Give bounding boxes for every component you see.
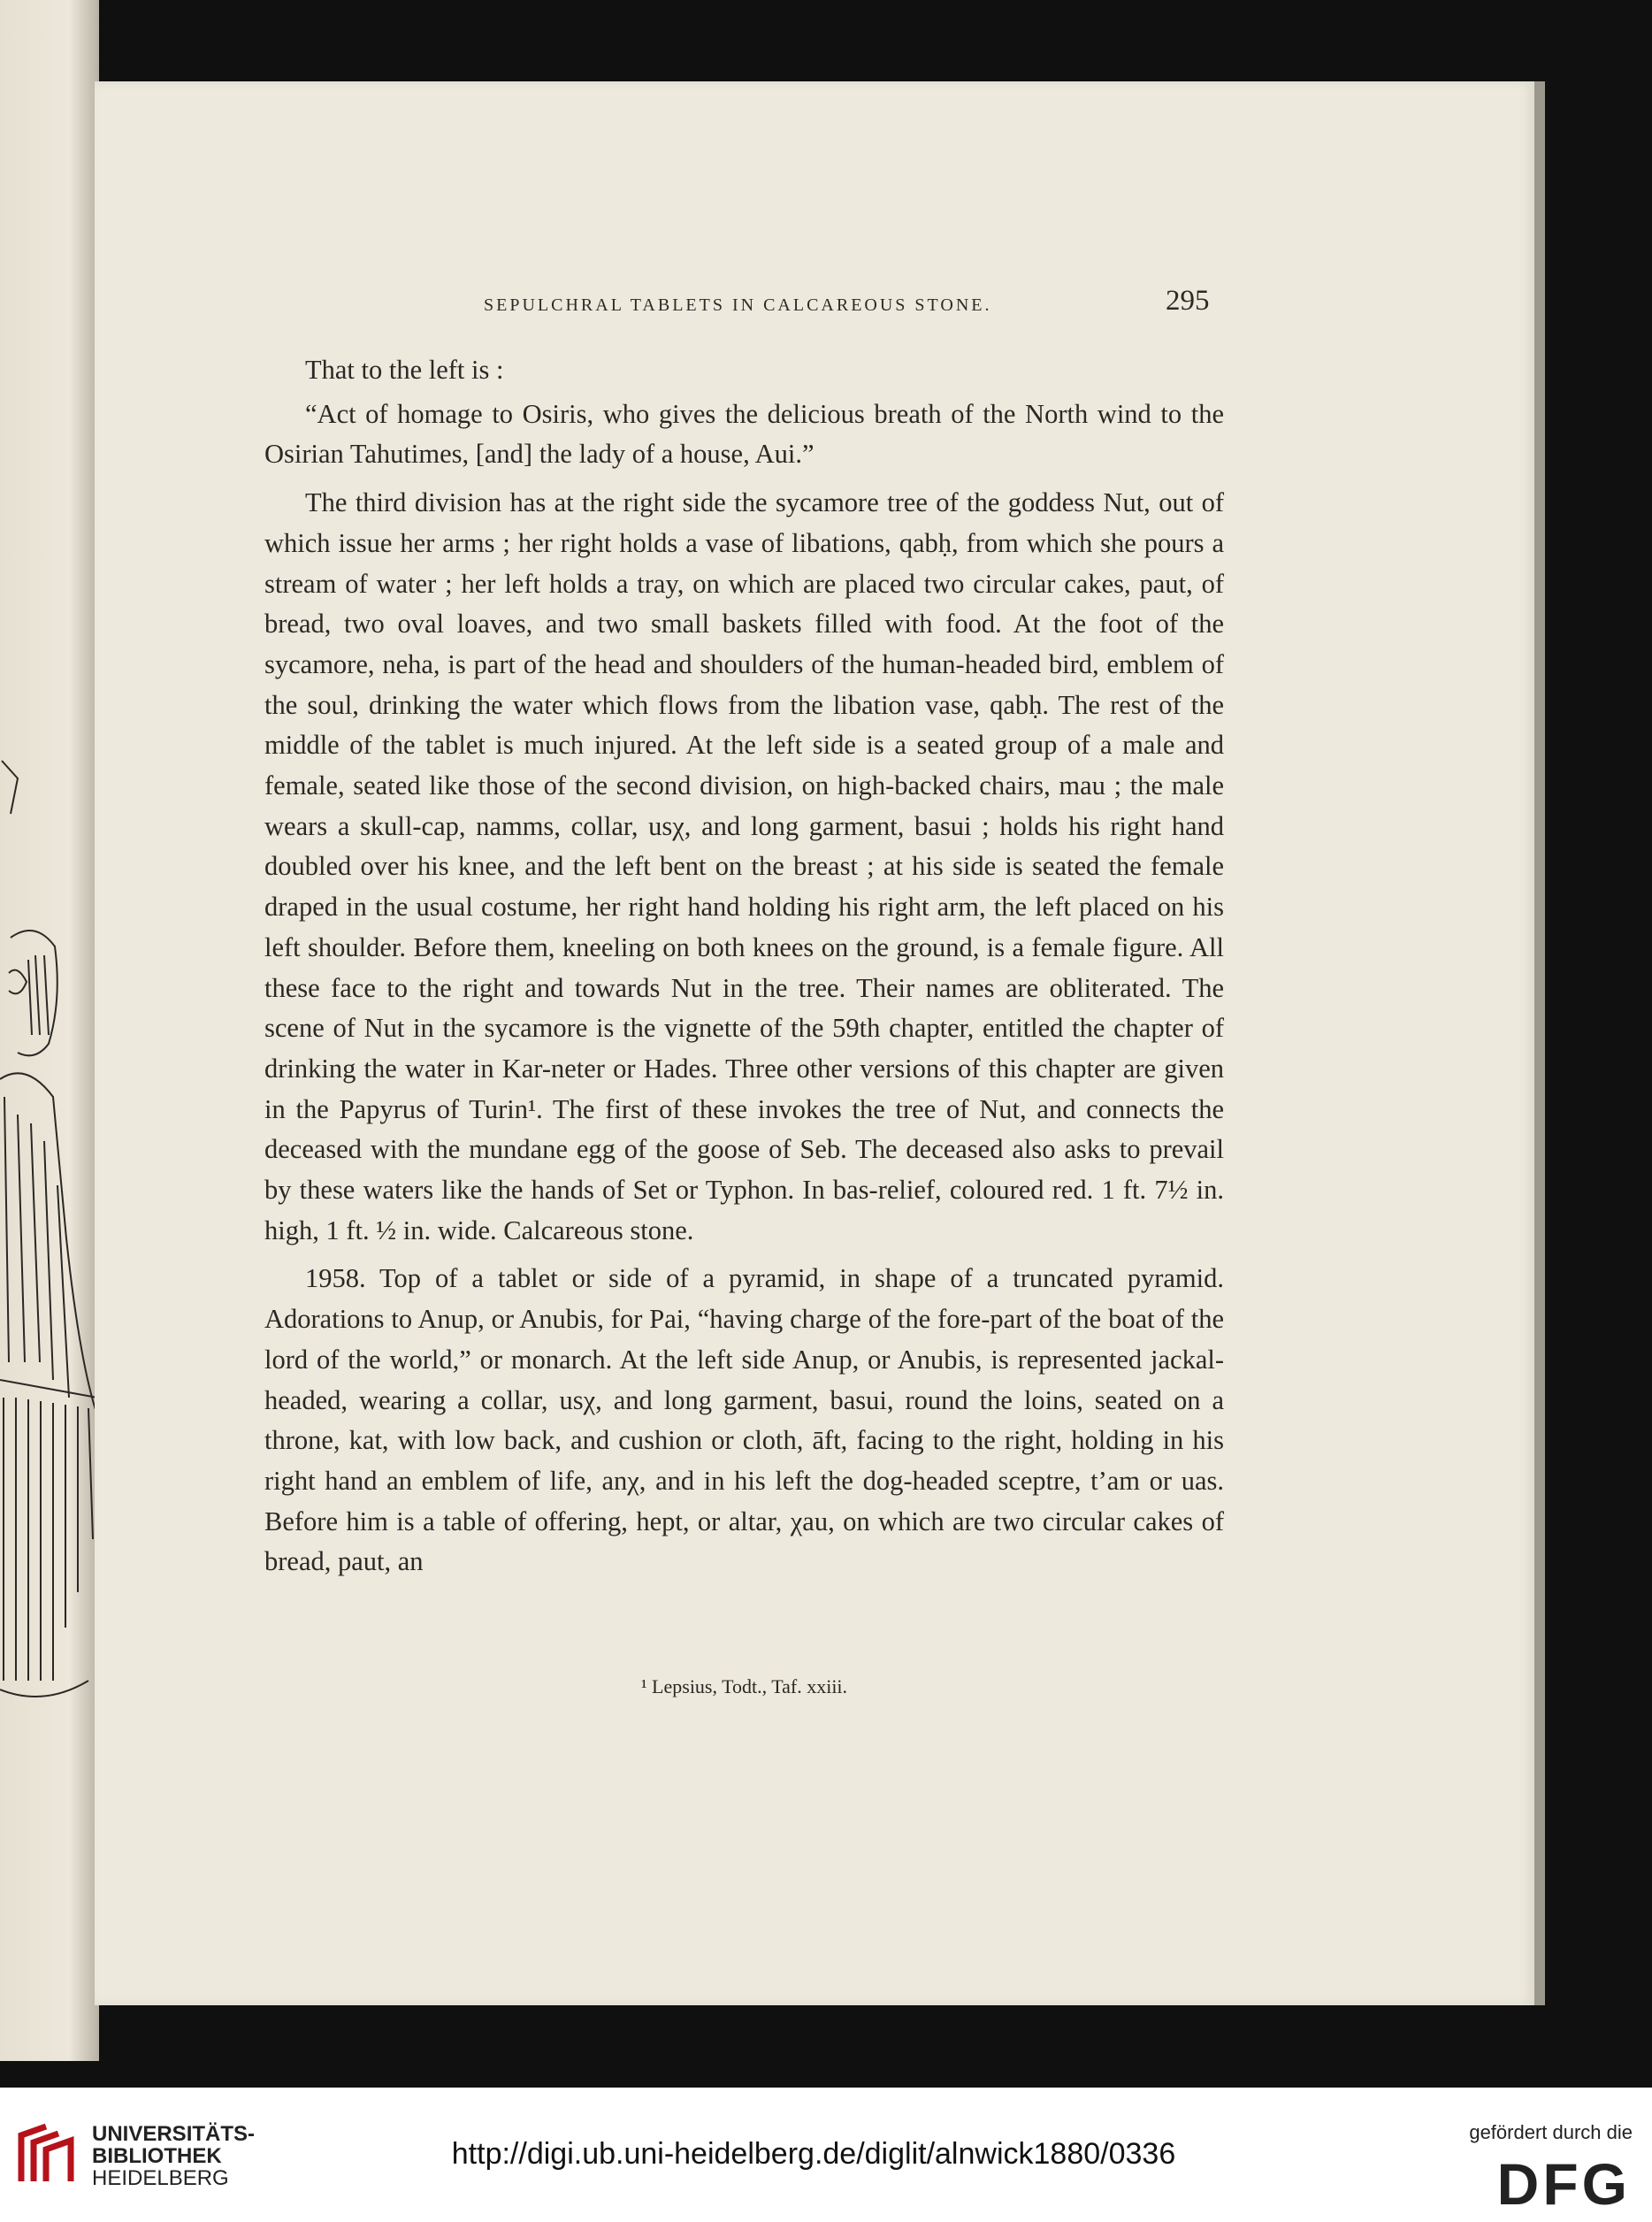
body-text bbox=[264, 350, 1224, 1590]
university-library-logo-icon[interactable] bbox=[12, 2119, 81, 2188]
library-name-line-2: BIBLIOTHEK bbox=[92, 2144, 222, 2168]
page-edge-shadow bbox=[1534, 81, 1545, 2005]
footnote: ¹ Lepsius, Todt., Taf. xxiii. bbox=[640, 1675, 848, 1697]
paragraph: “Act of homage to Osiris, who gives the delicious breath of the North wind to the Osirian Tahutimes, [and] the lady of a house, Aui.” bbox=[264, 398, 1224, 470]
dfg-logo-icon[interactable] bbox=[1438, 2157, 1633, 2206]
egyptian-figure-engraving bbox=[0, 743, 99, 1716]
paragraph: The third division has at the right side the sycamore tree of the goddess Nut, out of which issue her arms ; her right holds a vase of libations, qabḥ, from which she pours a stream of water ; her left holds a tray, on which are placed two circular cakes, paut, of bread, two oval loaves, and two small baskets filled with food. At the foot of the sycamore, neha, is part of the head and shoulders of the human-headed bird, emblem of the soul, drinking the water which flows from the libation vase, qabḥ. The rest of the middle of the tablet is much injured. At the left side is a seated group of a male and female, seated like those of the second division, on high-backed chairs, mau ; the male wears a skull-cap, namms, collar, usχ, and long garment, basui ; holds his right hand doubled over his knee, and the left bent on the breast ; at his side is seated the female draped in the usual costume, her right hand holding his right arm, the left placed on his left shoulder. Before them, kneeling on both knees on the ground, is a female figure. All these face to the right and towards Nut in the tree. Their names are obliterated. The scene of Nut in the sycamore is the vignette of the 59th chapter, entitled the chapter of drinking the water in Kar-neter or Hades. Three other versions of this chapter are given in the Papyrus of Turin¹. The first of these invokes the tree of Nut, and connects the deceased with the mundane egg of the goose of Seb. The deceased also asks to prevail by these waters like the hands of Set or Typhon. In bas-relief, coloured red. 1 ft. 7½ in. high, 1 ft. ½ in. wide. Calcareous stone. bbox=[264, 487, 1224, 1245]
funding-caption: gefördert durch die bbox=[1469, 2121, 1633, 2143]
footer-banner bbox=[0, 2088, 1652, 2222]
previous-page-edge bbox=[0, 0, 99, 2061]
permalink-url[interactable]: http://digi.ub.uni-heidelberg.de/diglit/alnwick1880/0336 bbox=[451, 2137, 1176, 2171]
paragraph: 1958. Top of a tablet or side of a pyramid, in shape of a truncated pyramid. Adorations to Anup, or Anubis, for Pai, “having charge of the fore-part of the boat of the lord of the world,” or monarch. At the left side Anup, or Anubis, is represented jackal-headed, wearing a collar, usχ, and long garment, basui, round the loins, seated on a throne, kat, with low back, and cushion or cloth, āft, facing to the right, holding in his right hand an emblem of life, anχ, and in his left the dog-headed sceptre, t’am or uas. Before him is a table of offering, hept, or altar, χau, on which are two circular cakes of bread, paut, an bbox=[264, 1263, 1224, 1577]
library-name-line-3: HEIDELBERG bbox=[92, 2166, 229, 2190]
paragraph: That to the left is : bbox=[305, 355, 504, 385]
library-name-line-1: UNIVERSITÄTS- bbox=[92, 2122, 256, 2146]
dfg-logo-text: DFG bbox=[1496, 2157, 1631, 2206]
running-head: SEPULCHRAL TABLETS IN CALCAREOUS STONE. bbox=[484, 295, 992, 315]
page-number: 295 bbox=[1166, 285, 1210, 317]
